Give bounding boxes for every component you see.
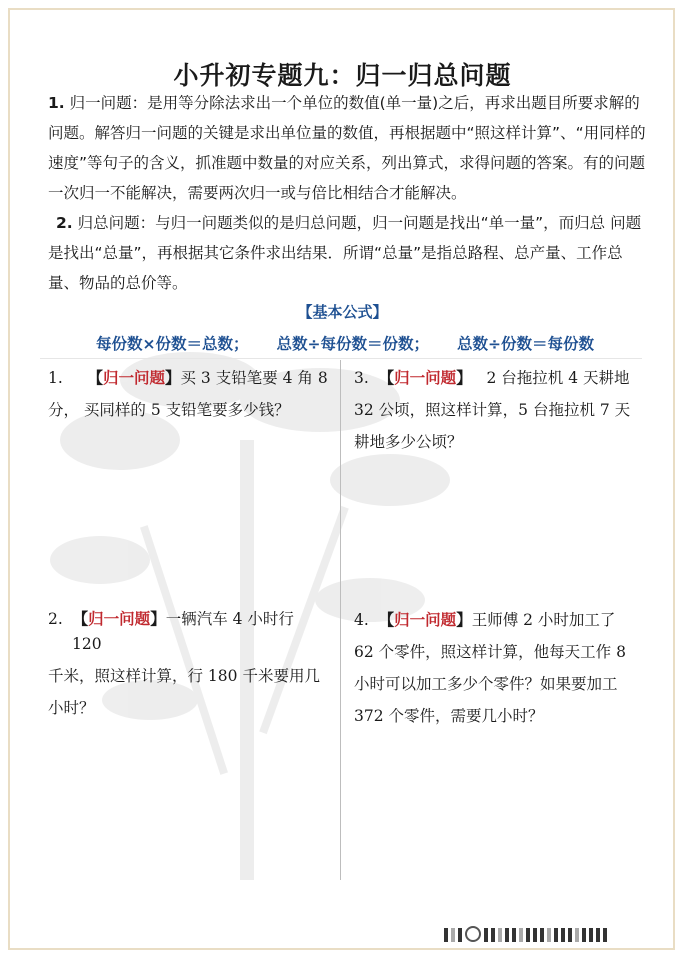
problem-tag: 【归一问题】: [72, 610, 166, 628]
problem-tag: 【归一问题】: [87, 369, 181, 387]
paragraph-number: 2.: [56, 214, 73, 232]
problem-2: [48, 604, 338, 724]
column-divider: [340, 360, 341, 880]
problem-text: 小时可以加工多少个零件？如果要加工: [354, 675, 618, 693]
problem-number: 1.: [48, 369, 63, 387]
page-title: 小升初专题九：归一归总问题: [173, 61, 512, 90]
problem-text: 分， 买同样的 5 支铅笔要多少钱？: [48, 401, 290, 419]
formula-heading: 【基本公式】: [297, 303, 388, 321]
problem-3: [354, 362, 654, 458]
intro-paragraph-2: [48, 208, 648, 298]
problem-text: 一辆汽车 4 小时行: [165, 610, 294, 628]
paragraph-body: 是用等分除法求出一个单位的数值(单一量)之后，再求出题目所要求解的问题。解答归一问题的关键是求出单位量的数值，再根据题中“照这样计算”、“用同样的速度”等句子的含义，抓准题中数量的对应关系，列出算式，求得问题的答案。有的问题一次归一不能解决，需要两次归一或与倍比相结合才能解决。: [48, 94, 646, 202]
problem-4: [354, 604, 654, 732]
formula-list: [96, 332, 594, 354]
barcode-decoration: [444, 926, 607, 942]
problem-number: 4.: [354, 611, 369, 629]
section-divider: [40, 358, 642, 359]
paragraph-number: 1.: [48, 94, 65, 112]
problem-text: 买 3 支铅笔要 4 角 8: [180, 369, 328, 387]
formula-item: 每份数×份数＝总数；: [96, 335, 249, 353]
paragraph-heading: 归总问题：: [72, 214, 156, 232]
problem-text: 2 台拖拉机 4 天耕地: [486, 369, 630, 387]
problem-number: 3.: [354, 369, 369, 387]
problem-text: 王师傅 2 小时加工了: [471, 611, 616, 629]
problem-text: 32 公顷，照这样计算，5 台拖拉机 7 天: [354, 401, 631, 419]
problem-1: [48, 362, 338, 426]
formula-item: 总数÷份数＝每份数: [457, 335, 594, 353]
problem-text: 耕地多少公顷？: [354, 433, 463, 451]
problem-text: 62 个零件，照这样计算，他每天工作 8: [354, 643, 626, 661]
formula-item: 总数÷每份数＝份数；: [276, 335, 429, 353]
problem-text: 小时？: [48, 699, 95, 717]
problem-tag: 【归一问题】: [378, 611, 472, 629]
paragraph-body: 与归一问题类似的是归总问题，归一问题是找出“单一量”，而归总 问题是找出“总量”，再根据其它条件求出结果．所谓“总量”是指总路程、总产量、工作总量、物品的总价等。: [48, 214, 642, 292]
intro-paragraph-1: [48, 88, 648, 208]
problem-text: 千米，照这样计算，行 180 千米要用几: [48, 667, 320, 685]
problem-number: 2.: [48, 610, 63, 628]
problem-tag: 【归一问题】: [378, 369, 472, 387]
problem-text: 120: [72, 635, 102, 653]
problem-text: 372 个零件，需要几小时？: [354, 707, 544, 725]
paragraph-heading: 归一问题：: [64, 94, 148, 112]
